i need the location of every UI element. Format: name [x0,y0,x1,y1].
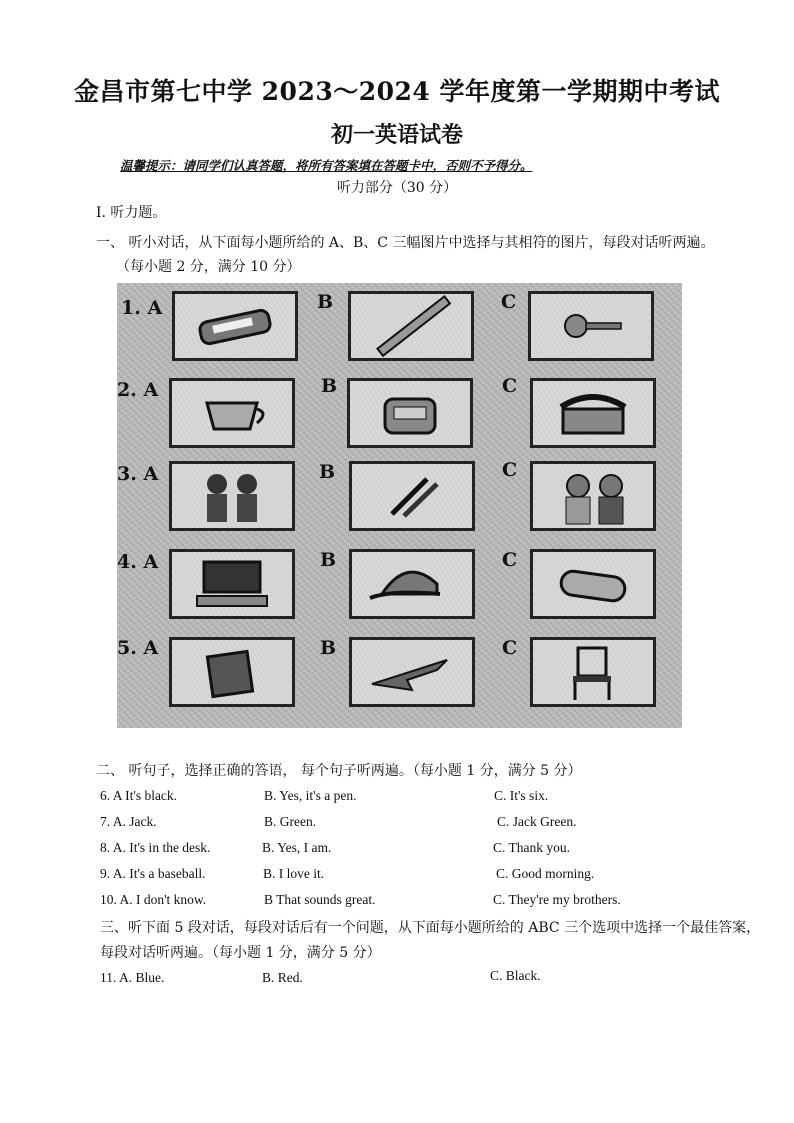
cap-picture [349,549,475,619]
cup-picture [169,378,295,448]
q11-option-b: B. Red. [262,970,303,985]
row-4-c-label: C [502,549,518,571]
instruction-note: 温馨提示：请同学们认真答题，将所有答案填在答题卡中，否则不予得分。 [120,158,533,173]
q8-option-c: C. Thank you. [493,840,570,855]
q10-option-b: B That sounds great. [264,892,376,907]
pencil-case-picture [530,549,656,619]
q10-option-a: 10. A. I don't know. [100,892,207,907]
q8-option-b: B. Yes, I am. [262,840,332,855]
q8-option-a: 8. A. It's in the desk. [100,840,211,855]
section-1-heading: I. 听力题。 [96,205,167,221]
q6-option-b: B. Yes, it's a pen. [264,788,357,803]
key-picture [528,291,654,361]
two-boys-picture [169,461,295,531]
picture-grid [117,283,682,728]
q9-option-a: 9. A. It's a baseball. [100,866,206,881]
q11-option-c: C. Black. [490,968,541,983]
row-2-label: 2. A [117,379,159,401]
section-3-instruction: 三、听下面 5 段对话，每段对话后有一个问题，从下面每小题所给的 ABC 三个选项中选择一个最佳答案， [100,920,761,936]
ruler-picture [348,291,474,361]
row-1-b-label: B [317,291,334,313]
row-1-label: 1. A [121,297,163,319]
chair-picture [530,637,656,707]
telephone-picture [530,378,656,448]
row-3-label: 3. A [117,463,159,485]
q7-option-b: B. Green. [264,814,317,829]
q10-option-c: C. They're my brothers. [493,892,621,907]
q7-option-c: C. Jack Green. [497,814,577,829]
row-2-c-label: C [502,375,518,397]
exam-title: 金昌市第七中学 2023～2024 学年度第一学期期中考试 [73,77,721,106]
q6-option-a: 6. A It's black. [100,788,178,803]
pens-picture [349,461,475,531]
computer-picture [169,549,295,619]
row-2-b-label: B [321,375,338,397]
row-4-label: 4. A [117,551,159,573]
q9-option-c: C. Good morning. [496,866,595,881]
schoolbag-picture [347,378,473,448]
q6-option-c: C. It's six. [494,788,549,803]
section-2-heading: 二、 听句子，选择正确的答语， 每个句子听两遍。（每小题 1 分，满分 5 分） [96,763,582,779]
part-1-instruction: 一、 听小对话，从下面每小题所给的 A、B、C 三幅图片中选择与其相符的图片，每段对话听两遍。 [96,235,715,251]
book-picture [169,637,295,707]
listening-part-heading: 听力部分（30 分） [336,180,458,196]
exam-subtitle: 初一英语试卷 [330,122,463,148]
row-3-c-label: C [502,459,518,481]
part-1-score: （每小题 2 分，满分 10 分） [116,259,301,275]
q9-option-b: B. I love it. [263,866,325,881]
row-1-c-label: C [501,291,517,313]
row-4-b-label: B [320,549,337,571]
row-3-b-label: B [319,461,336,483]
row-5-b-label: B [320,637,337,659]
plane-picture [349,637,475,707]
pencil-box-picture [172,291,298,361]
q11-option-a: 11. A. Blue. [100,970,165,985]
section-3-score: 每段对话听两遍。（每小题 1 分，满分 5 分） [100,945,381,961]
grandparents-picture [530,461,656,531]
row-5-c-label: C [502,637,518,659]
row-5-label: 5. A [117,637,159,659]
q7-option-a: 7. A. Jack. [100,814,157,829]
